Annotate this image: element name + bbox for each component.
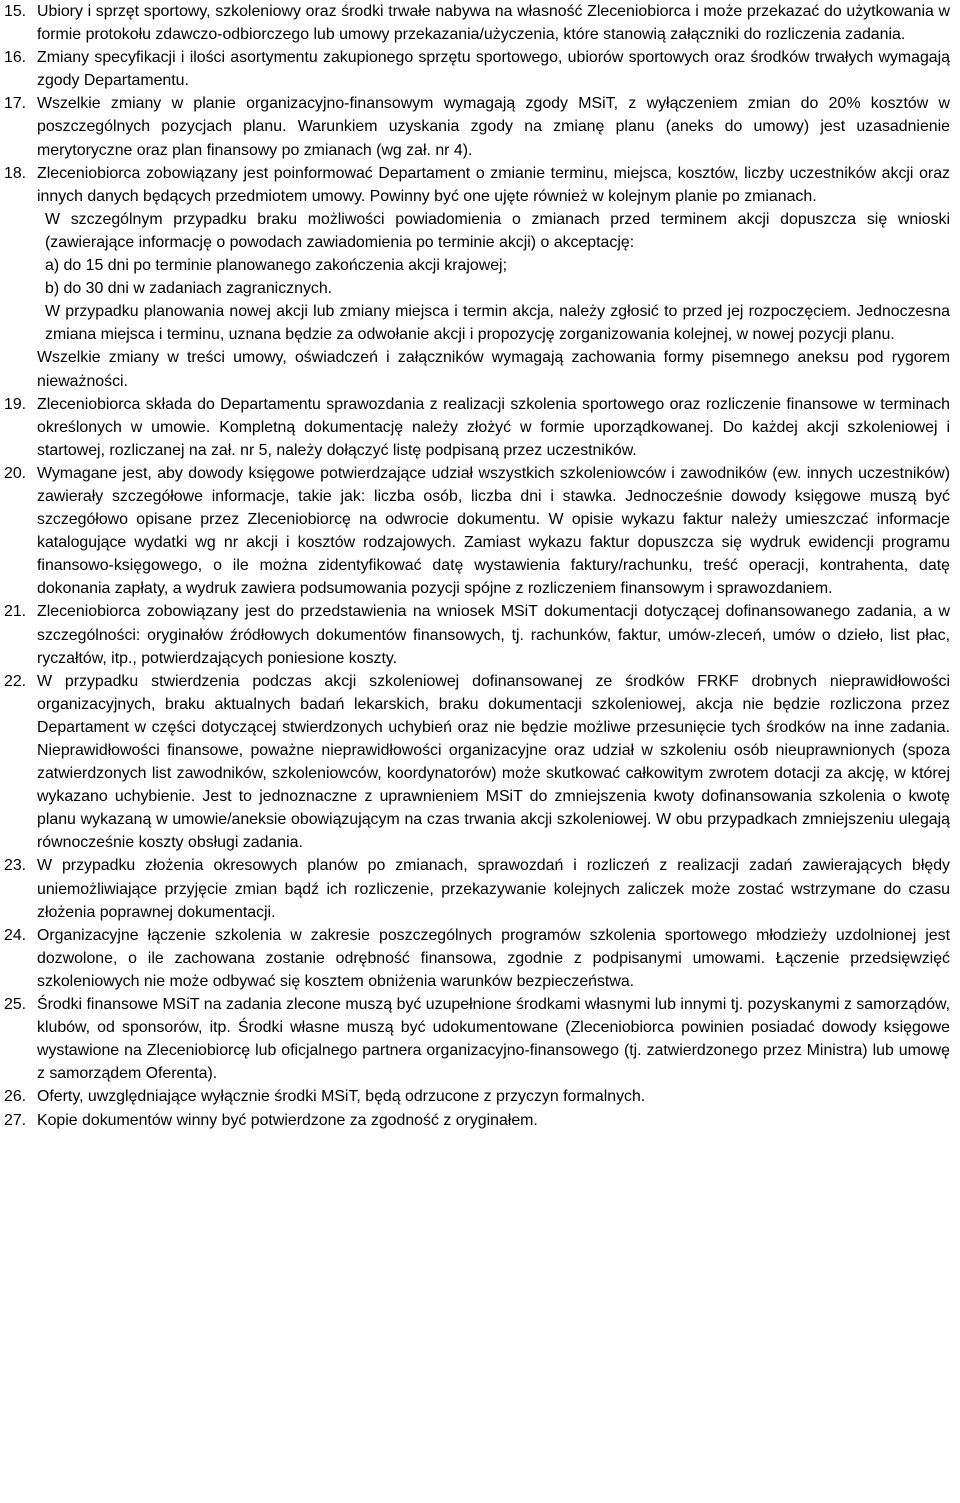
clause-text: Wszelkie zmiany w planie organizacyjno-finansowym wymagają zgody MSiT, z wyłączeniem zmian do 20% kosztów w poszczególnych pozycjach planu. Warunkiem uzyskania zgody na zmianę planu (aneks do umowy) jest uzasadnienie merytoryczne oraz plan finansowy po zmianach (wg zał. nr 4).	[37, 95, 950, 159]
clause-16	[4, 46, 950, 92]
clause-text: Zleceniobiorca zobowiązany jest do przedstawienia na wniosek MSiT dokumentacji dotyczącej dofinansowanego zadania, a w szczególności: oryginałów źródłowych dokumentów finansowych, tj. rachunków, faktur, umów-zleceń, umów o dzieło, list płac, ryczałtów, itp., potwierdzających poniesione koszty.	[37, 603, 950, 667]
clause-24	[4, 924, 950, 993]
clause-text: W przypadku stwierdzenia podczas akcji szkoleniowej dofinansowanej ze środków FRKF drobnych nieprawidłowości organizacyjnych, braku aktualnych badań lekarskich, braku dokumentacji szkoleniowej, akcja nie będzie rozliczona przez Departament w części dotyczącej stwierdzonych uchybień oraz nie będzie możliwe przesunięcie tych środków na inne zadania. Nieprawidłowości finansowe, poważne nieprawidłowości organizacyjne oraz udział w szkoleniu osób nieuprawnionych (spoza zatwierdzonych list zawodników, szkoleniowców, koordynatorów) może skutkować całkowitym zwrotem dotacji za akcję, w której wykazano uchybienie. Jest to jednoznaczne z uprawnieniem MSiT do zmniejszenia kwoty dofinansowania szkolenia o kwotę planu wykazaną w umowie/aneksie obowiązującym na czas trwania akcji szkoleniowej. W obu przypadkach zmniejszeniu ulegają równocześnie koszty obsługi zadania.	[37, 672, 950, 852]
clause-number: 18.	[4, 164, 27, 182]
document-page	[4, 0, 950, 1132]
clause-number: 16.	[4, 49, 27, 67]
clause-25	[4, 993, 950, 1085]
clause-text: Ubiory i sprzęt sportowy, szkoleniowy oraz środki trwałe nabywa na własność Zleceniobiorca i może przekazać do użytkowania w formie protokołu zdawczo-odbiorczego lub umowy przekazania/użyczenia, które stanowią załączniki do rozliczenia zadania.	[37, 3, 950, 44]
clause-text: Wymagane jest, aby dowody księgowe potwierdzające udział wszystkich szkoleniowców i zawodników (ew. innych uczestników) zawierały szczegółowe informacje, takie jak: liczba osób, liczba dni i stawka. Jednocześnie dowody księgowe muszą być szczegółowo opisane przez Zleceniobiorcę na odwrocie dokumentu. W opisie wykazu faktur należy umieszczać informacje katalogujące wydatki wg nr akcji i kosztów rodzajowych. Zamiast wykazu faktur dopuszcza się wydruk ewidencji programu finansowo-księgowego, o ile można zidentyfikować datę wystawienia faktury/rachunku, treść operacji, kontrahenta, datę dokonania zapłaty, a wydruk zawiera podsumowania pozycji spójne z rozliczeniem finansowym i sprawozdaniem.	[37, 464, 950, 598]
clause-number: 25.	[4, 996, 27, 1014]
clause-number: 21.	[4, 603, 27, 621]
clause-number: 20.	[4, 464, 27, 482]
clause-17	[4, 92, 950, 161]
clause-text: Zleceniobiorca składa do Departamentu sprawozdania z realizacji szkolenia sportowego oraz rozliczenie finansowe w terminach określonych w umowie. Kompletną dokumentację należy złożyć w formie uporządkowanej. Do każdej akcji szkoleniowej i startowej, rozliczanej na zał. nr 5, należy dołączyć listę podpisaną przez uczestników.	[37, 395, 950, 459]
clause-23	[4, 854, 950, 923]
clause-sublist	[37, 254, 950, 300]
list-item: a) do 15 dni po terminie planowanego zakończenia akcji krajowej;	[45, 257, 507, 275]
clause-text: W przypadku złożenia okresowych planów po zmianach, sprawozdań i rozliczeń z realizacji zadań zawierających błędy uniemożliwiające przyjęcie zmian bądź ich rozliczenie, przekazywanie kolejnych zaliczek może zostać wstrzymane do czasu złożenia poprawnej dokumentacji.	[37, 857, 950, 921]
clause-number: 24.	[4, 926, 27, 944]
clause-number: 23.	[4, 857, 27, 875]
clause-19	[4, 393, 950, 462]
clause-text: Organizacyjne łączenie szkolenia w zakresie poszczególnych programów szkolenia sportowego młodzieży uzdolnionej jest dozwolone, o ile zachowana zostanie odrębność finansowa, zgodnie z podpisanymi umowami. Łączenie przedsięwzięć szkoleniowych nie może odbywać się kosztem obniżenia warunków bezpieczeństwa.	[37, 926, 950, 990]
clause-21	[4, 600, 950, 669]
clause-15	[4, 0, 950, 46]
clause-number: 15.	[4, 3, 27, 20]
clause-text: Zleceniobiorca zobowiązany jest poinformować Departament o zmianie terminu, miejsca, kosztów, liczby uczestników akcji oraz innych danych będących przedmiotem umowy. Powinny być one ujęte również w kolejnym planie po zmianach.	[37, 164, 950, 205]
clause-number: 27.	[4, 1111, 27, 1129]
list-item: b) do 30 dni w zadaniach zagranicznych.	[45, 280, 333, 298]
clause-number: 17.	[4, 95, 27, 113]
clause-18	[4, 162, 950, 393]
clause-subparagraph: W szczególnym przypadku braku możliwości powiadomienia o zmianach przed terminem akcji dopuszcza się wnioski (zawierające informację o powodach zawiadomienia po terminie akcji) o akceptację:	[45, 210, 950, 251]
clause-subparagraph: W przypadku planowania nowej akcji lub zmiany miejsca i termin akcja, należy zgłosić to przed jej rozpoczęciem. Jednoczesna zmiana miejsca i terminu, uznana będzie za odwołanie akcji i propozycję zorganizowania kolejnej, w nowej pozycji planu.	[45, 303, 950, 344]
clause-text: Oferty, uwzględniające wyłącznie środki MSiT, będą odrzucone z przyczyn formalnych.	[37, 1088, 646, 1106]
clause-27	[4, 1109, 950, 1132]
clause-text: Zmiany specyfikacji i ilości asortymentu zakupionego sprzętu sportowego, ubiorów sportowych oraz środków trwałych wymagają zgody Departamentu.	[37, 49, 950, 90]
clause-26	[4, 1085, 950, 1108]
clause-number: 22.	[4, 672, 27, 690]
clause-closing-text: Wszelkie zmiany w treści umowy, oświadczeń i załączników wymagają zachowania formy pisemnego aneksu pod rygorem nieważności.	[37, 349, 950, 390]
clause-text: Kopie dokumentów winny być potwierdzone za zgodność z oryginałem.	[37, 1111, 538, 1129]
clause-number: 19.	[4, 395, 27, 413]
clause-22	[4, 670, 950, 855]
clause-number: 26.	[4, 1088, 27, 1106]
clause-text: Środki finansowe MSiT na zadania zlecone muszą być uzupełnione środkami własnymi lub innymi tj. pozyskanymi z samorządów, klubów, od sponsorów, itp. Środki własne muszą być udokumentowane (Zleceniobiorca powinien posiadać dowody księgowe wystawione na Zleceniobiorcę lub oficjalnego partnera organizacyjno-finansowego (tj. zatwierdzonego przez Ministra) lub umowę z samorządem Oferenta).	[37, 996, 950, 1083]
clause-20	[4, 462, 950, 601]
